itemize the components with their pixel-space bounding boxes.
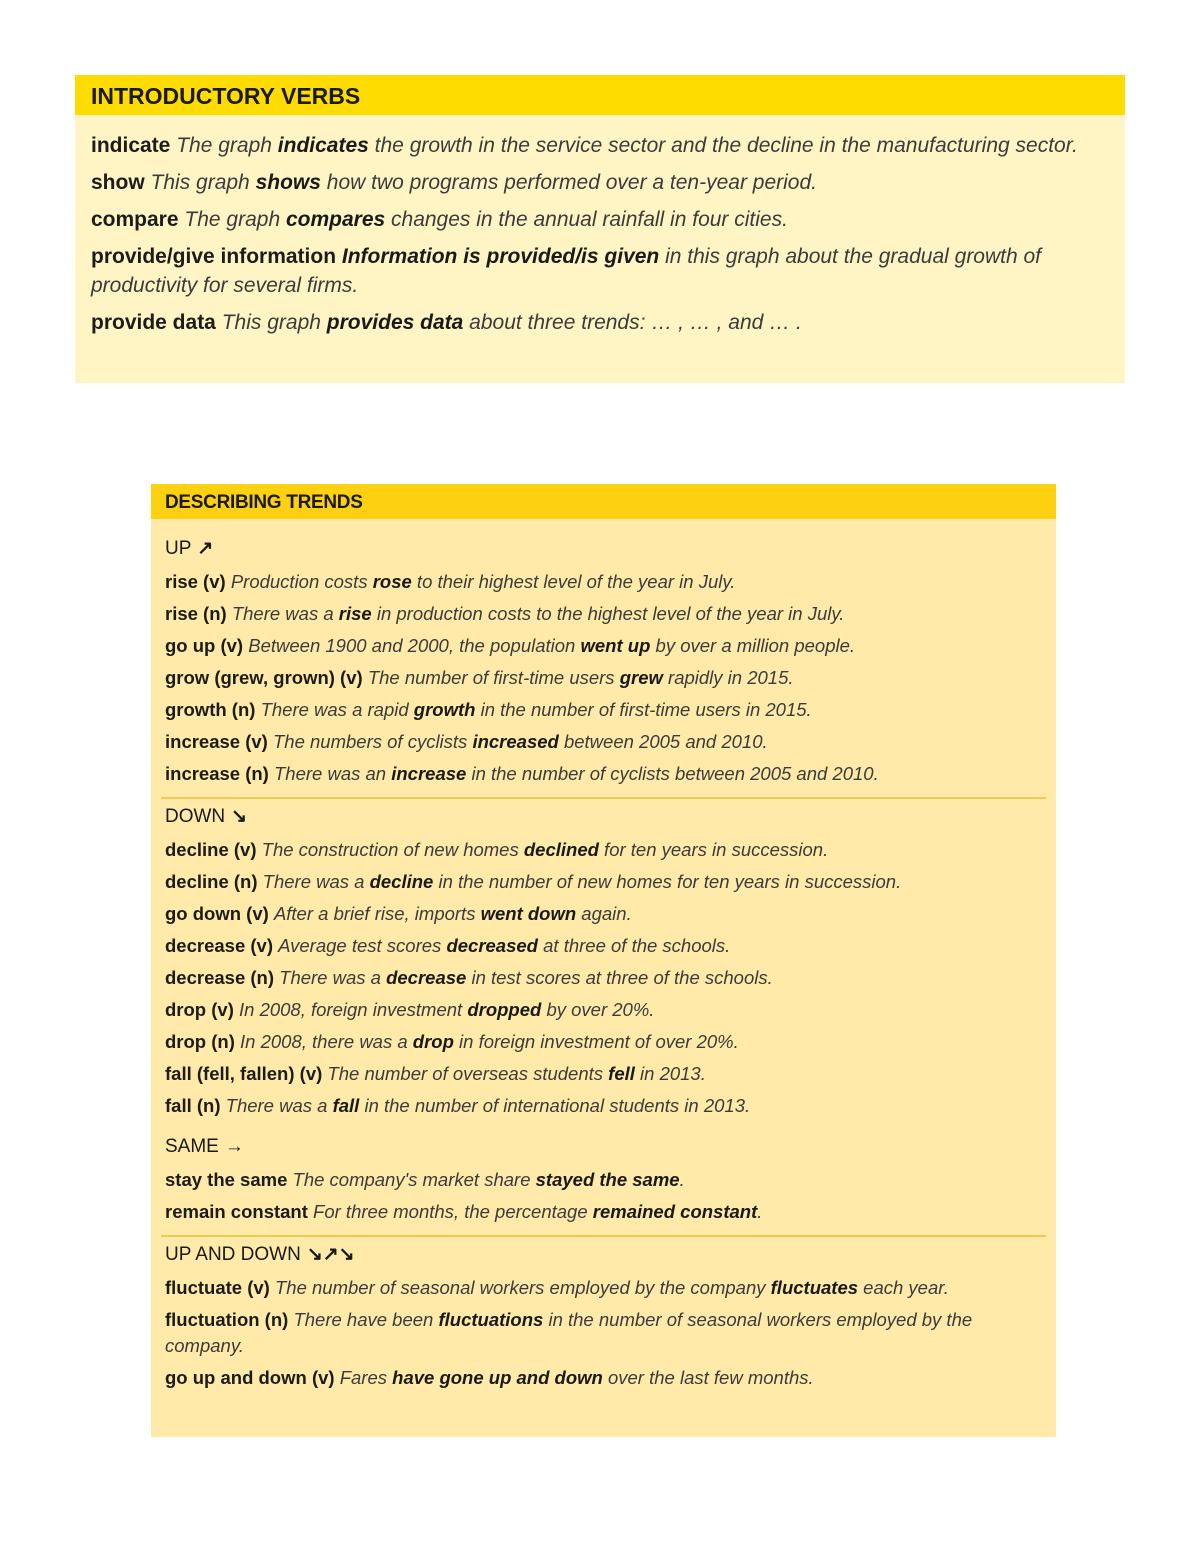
example-keyword: increase: [391, 763, 467, 784]
example-keyword: rose: [372, 571, 412, 592]
example-text: in test scores at three of the schools.: [466, 967, 773, 988]
example-sentence: [263, 871, 902, 892]
entry-term: rise (v): [165, 571, 226, 592]
example-text: Between 1900 and 2000, the population: [248, 635, 581, 656]
entry-term: grow (grew, grown) (v): [165, 667, 363, 688]
entry-term: fall (fell, fallen) (v): [165, 1063, 323, 1084]
vocab-entry: [165, 1365, 1042, 1391]
vocab-entry: [91, 131, 1109, 160]
example-text: rapidly in 2015.: [662, 667, 794, 688]
vocab-entry: [91, 308, 1109, 337]
vocab-entry: [165, 1061, 1042, 1087]
entry-term: go up and down (v): [165, 1367, 335, 1388]
example-text: in production costs to the highest level of the year in July.: [371, 603, 845, 624]
example-text: by over a million people.: [650, 635, 856, 656]
entry-term: stay the same: [165, 1169, 288, 1190]
example-keyword: compares: [285, 208, 386, 231]
example-sentence: [273, 731, 768, 752]
example-sentence: [226, 1095, 750, 1116]
example-text: There was a: [279, 967, 387, 988]
example-text: again.: [576, 903, 632, 924]
section-heading-up-and-down: [165, 1241, 1042, 1269]
entry-term: drop (n): [165, 1031, 235, 1052]
example-text: The construction of new homes: [261, 839, 524, 860]
example-keyword: fell: [608, 1063, 635, 1084]
example-text: in the number of first-time users in 2015.: [475, 699, 812, 720]
example-text: in the number of cyclists between 2005 and 2010.: [466, 763, 879, 784]
example-text: This graph: [221, 311, 327, 334]
entry-term: decrease (n): [165, 967, 274, 988]
vocab-entry: [165, 665, 1042, 691]
vocab-entry: [91, 242, 1109, 300]
example-keyword: shows: [255, 171, 321, 194]
entry-term: increase (n): [165, 763, 269, 784]
vocab-entry: [165, 965, 1042, 991]
example-sentence: [327, 1063, 705, 1084]
example-sentence: [239, 999, 654, 1020]
vocab-entry: [165, 633, 1042, 659]
trend-arrow-icon: ↘: [231, 806, 248, 827]
entry-term: fall (n): [165, 1095, 221, 1116]
introductory-verbs-heading: INTRODUCTORY VERBS: [75, 75, 1125, 115]
trend-arrow-icon: ↗: [197, 538, 214, 559]
example-text: to their highest level of the year in July.: [411, 571, 736, 592]
example-text: The number of first-time users: [367, 667, 620, 688]
example-keyword: growth: [413, 699, 476, 720]
example-text: each year.: [858, 1277, 949, 1298]
example-text: Average test scores: [278, 935, 447, 956]
entry-term: decrease (v): [165, 935, 273, 956]
vocab-entry: [165, 933, 1042, 959]
vocab-entry: [165, 569, 1042, 595]
example-text: The number of overseas students: [327, 1063, 609, 1084]
vocab-entry: [165, 1307, 1042, 1359]
example-sentence: [313, 1201, 762, 1222]
example-sentence: [184, 208, 788, 231]
entry-term: decline (n): [165, 871, 258, 892]
entry-term: indicate: [91, 134, 171, 157]
example-text: The number of seasonal workers employed by the company: [274, 1277, 771, 1298]
example-keyword: declined: [523, 839, 599, 860]
entry-term: growth (n): [165, 699, 256, 720]
example-keyword: dropped: [467, 999, 542, 1020]
vocab-entry: [165, 1093, 1042, 1119]
entry-term: provide data: [91, 311, 216, 334]
vocab-entry: [165, 697, 1042, 723]
example-sentence: [368, 667, 794, 688]
example-text: There was a: [225, 1095, 333, 1116]
vocab-entry: [165, 1029, 1042, 1055]
example-keyword: indicates: [277, 134, 369, 157]
entry-term: rise (n): [165, 603, 227, 624]
section-divider: [161, 797, 1046, 799]
vocab-entry: [165, 1167, 1042, 1193]
vocab-entry: [165, 729, 1042, 755]
example-text: the growth in the service sector and the decline in the manufacturing sector.: [368, 134, 1078, 157]
example-keyword: went down: [480, 903, 577, 924]
entry-term: fluctuate (v): [165, 1277, 270, 1298]
vocab-entry: [165, 601, 1042, 627]
example-keyword: grew: [619, 667, 663, 688]
example-text: For three months, the percentage: [313, 1201, 593, 1222]
example-sentence: [248, 635, 855, 656]
example-keyword: rise: [338, 603, 372, 624]
describing-trends-heading: DESCRIBING TRENDS: [151, 484, 1056, 519]
example-text: The numbers of cyclists: [272, 731, 473, 752]
entry-term: fluctuation (n): [165, 1309, 289, 1330]
example-keyword: decrease: [386, 967, 467, 988]
entry-term: drop (v): [165, 999, 234, 1020]
example-sentence: [240, 1031, 739, 1052]
example-sentence: [274, 763, 879, 784]
example-sentence: [151, 171, 818, 194]
vocab-entry: [91, 205, 1109, 234]
vocab-entry: [165, 761, 1042, 787]
example-keyword: decline: [369, 871, 434, 892]
section-label: UP: [165, 538, 192, 559]
example-keyword: provides data: [326, 311, 464, 334]
example-text: in foreign investment of over 20%.: [453, 1031, 739, 1052]
example-text: There was a: [262, 871, 370, 892]
trend-arrow-icon: ↘↗↘: [306, 1244, 355, 1265]
vocab-entry: [165, 1275, 1042, 1301]
example-keyword: have gone up and down: [392, 1367, 603, 1388]
example-keyword: decreased: [446, 935, 538, 956]
entry-term: go up (v): [165, 635, 244, 656]
vocab-entry: [165, 869, 1042, 895]
section-heading-same: [165, 1133, 1042, 1161]
introductory-verbs-list: [75, 115, 1125, 337]
example-text: After a brief rise, imports: [273, 903, 481, 924]
example-text: in the number of international students in 2013.: [359, 1095, 751, 1116]
example-sentence: [278, 935, 730, 956]
example-keyword: Information is provided/is given: [341, 245, 660, 268]
vocab-entry: [165, 837, 1042, 863]
example-text: how two programs performed over a ten-year period.: [320, 171, 818, 194]
example-text: There was an: [274, 763, 392, 784]
example-text: In 2008, foreign investment: [239, 999, 468, 1020]
example-text: in 2013.: [634, 1063, 706, 1084]
example-text: between 2005 and 2010.: [558, 731, 768, 752]
example-keyword: fall: [332, 1095, 360, 1116]
example-keyword: remained constant: [592, 1201, 758, 1222]
example-text: in the number of seasonal workers employed by the company.: [165, 1309, 973, 1356]
entry-term: increase (v): [165, 731, 268, 752]
entry-term: go down (v): [165, 903, 269, 924]
example-keyword: fluctuations: [438, 1309, 544, 1330]
trend-arrow-icon: →: [224, 1136, 244, 1157]
example-text: in this graph about the gradual growth of productivity for several firms.: [91, 245, 1042, 297]
example-sentence: [262, 839, 829, 860]
example-text: Fares: [339, 1367, 393, 1388]
entry-term: remain constant: [165, 1201, 308, 1222]
example-sentence: [275, 1277, 949, 1298]
vocab-entry: [165, 901, 1042, 927]
example-text: .: [679, 1169, 685, 1190]
example-text: The graph: [176, 134, 278, 157]
example-text: by over 20%.: [541, 999, 655, 1020]
example-text: There was a rapid: [260, 699, 414, 720]
example-keyword: drop: [412, 1031, 454, 1052]
example-text: for ten years in succession.: [598, 839, 829, 860]
vocab-entry: [165, 997, 1042, 1023]
example-sentence: [232, 603, 845, 624]
example-sentence: [279, 967, 773, 988]
section-heading-up: [165, 535, 1042, 563]
example-text: This graph: [150, 171, 256, 194]
example-sentence: [274, 903, 632, 924]
example-keyword: fluctuates: [770, 1277, 859, 1298]
example-keyword: stayed the same: [535, 1169, 680, 1190]
entry-term: show: [91, 171, 145, 194]
example-sentence: [176, 134, 1078, 157]
section-label: SAME: [165, 1136, 219, 1157]
section-label: DOWN: [165, 806, 226, 827]
example-text: There have been: [293, 1309, 439, 1330]
describing-trends-list: [151, 519, 1056, 1391]
example-text: .: [757, 1201, 763, 1222]
entry-term: provide/give information: [91, 245, 337, 268]
entry-term: decline (v): [165, 839, 257, 860]
example-text: In 2008, there was a: [240, 1031, 413, 1052]
vocab-entry: [165, 1199, 1042, 1225]
section-spacer: [165, 1119, 1042, 1133]
example-text: at three of the schools.: [537, 935, 731, 956]
section-divider: [161, 1235, 1046, 1237]
example-sentence: [222, 311, 802, 334]
describing-trends-box: [151, 484, 1056, 1437]
example-keyword: increased: [472, 731, 559, 752]
example-text: Production costs: [230, 571, 373, 592]
example-text: about three trends: … , … , and … .: [463, 311, 802, 334]
entry-term: compare: [91, 208, 179, 231]
example-sentence: [261, 699, 812, 720]
vocab-entry: [91, 168, 1109, 197]
section-label: UP AND DOWN: [165, 1244, 301, 1265]
section-heading-down: [165, 803, 1042, 831]
example-text: The graph: [184, 208, 286, 231]
example-text: The company's market share: [292, 1169, 536, 1190]
example-sentence: [340, 1367, 814, 1388]
example-text: over the last few months.: [602, 1367, 814, 1388]
example-sentence: [231, 571, 736, 592]
example-text: changes in the annual rainfall in four cities.: [385, 208, 788, 231]
example-sentence: [293, 1169, 685, 1190]
example-text: in the number of new homes for ten years in succession.: [433, 871, 902, 892]
introductory-verbs-box: [75, 75, 1125, 383]
example-text: There was a: [231, 603, 339, 624]
example-keyword: went up: [580, 635, 651, 656]
